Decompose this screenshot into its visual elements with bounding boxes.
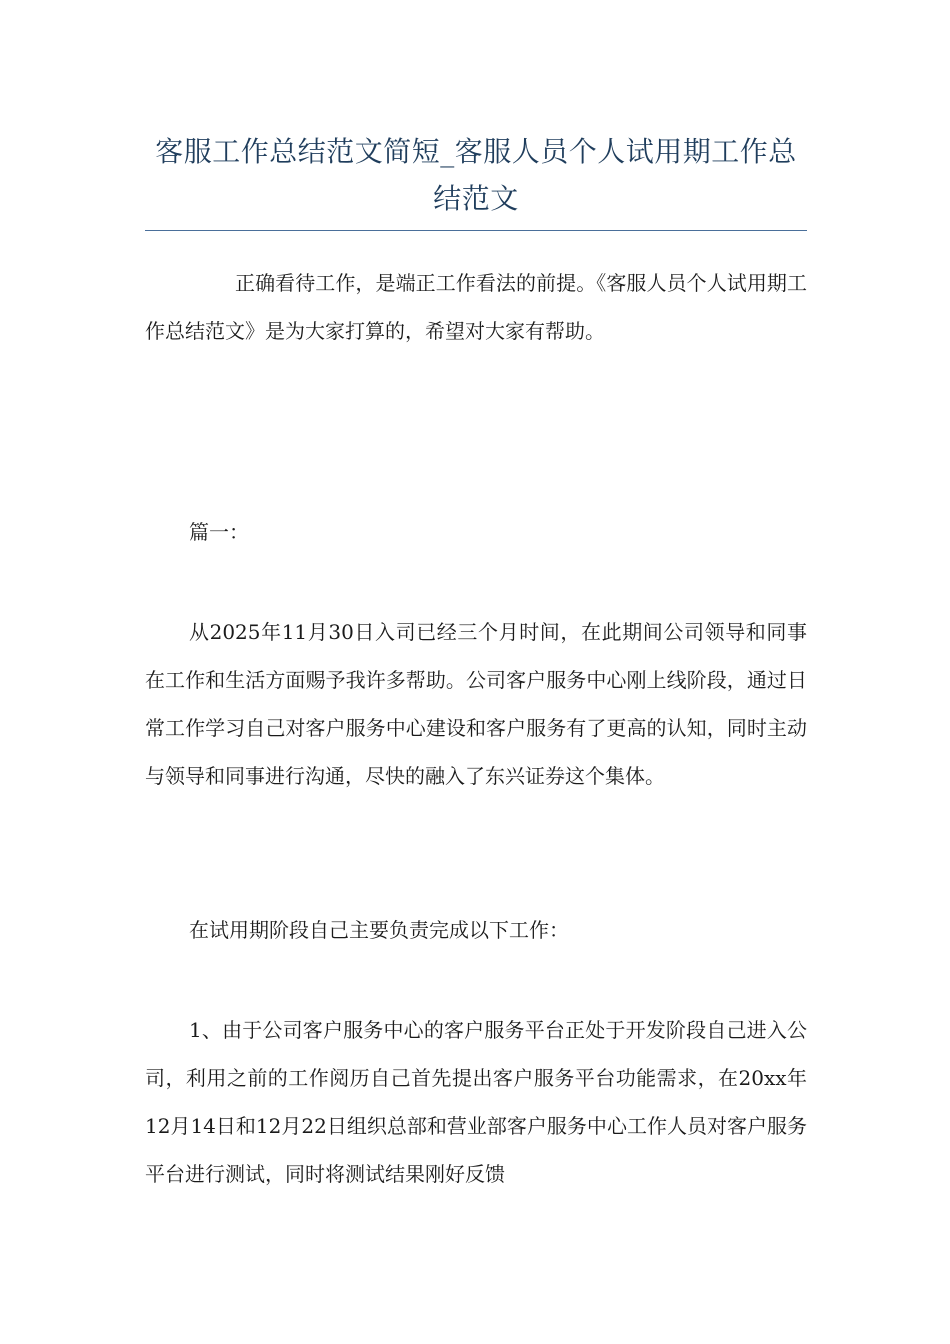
document-title: 客服工作总结范文简短_客服人员个人试用期工作总结范文 bbox=[155, 135, 797, 215]
body-paragraph: 1、由于公司客户服务中心的客户服务平台正处于开发阶段自己进入公司，利用之前的工作阅历自己首先提出客户服务平台功能需求，在20xx年12月14日和12月22日组织总部和营业部客户服务中心工作人员对客户服务平台进行测试，同时将测试结果刚好反馈 bbox=[145, 1018, 807, 1186]
title-divider bbox=[145, 230, 807, 231]
intro-paragraph: 正确看待工作，是端正工作看法的前提。《客服人员个人试用期工作总结范文》是为大家打算的，希望对大家有帮助。 bbox=[145, 271, 807, 343]
section-heading: 篇一： bbox=[189, 520, 249, 544]
body-paragraph: 从2025年11月30日入司已经三个月时间，在此期间公司领导和同事在工作和生活方面赐予我许多帮助。公司客户服务中心刚上线阶段，通过日常工作学习自己对客户服务中心建设和客户服务有了更高的认知，同时主动与领导和同事进行沟通，尽快的融入了东兴证券这个集体。 bbox=[145, 620, 807, 788]
body-paragraph: 在试用期阶段自己主要负责完成以下工作： bbox=[189, 918, 569, 942]
